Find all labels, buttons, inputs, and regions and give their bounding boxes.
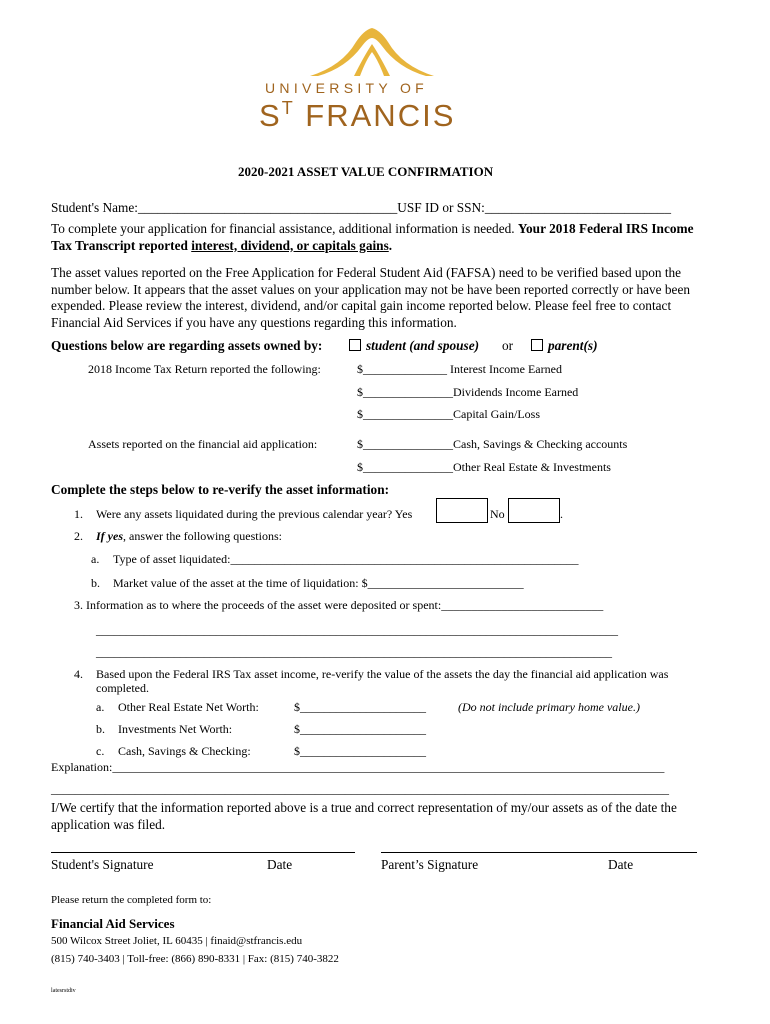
fafsa-paragraph: The asset values reported on the Free Application for Federal Student Aid (FAFSA) need to be verified based upon the number below. It appears that the asset values on your application may not be have been reported correctly or have been expended. Please review the interest, dividend, and/or capital gain income reported below. Please feel free to contact Financial Aid Services if you have any questions regarding this information.	[51, 265, 690, 330]
q1-text: Were any assets liquidated during the previous calendar year? Yes	[96, 507, 413, 521]
q4a-label: Other Real Estate Net Worth:	[118, 700, 259, 714]
owned-by-label: Questions below are regarding assets owned by:	[51, 338, 323, 353]
parent-signature-line[interactable]	[381, 852, 697, 853]
tax-return-label: 2018 Income Tax Return reported the following:	[88, 362, 321, 376]
q2-rest: , answer the following questions:	[123, 529, 282, 543]
q4-line-2: completed.	[96, 681, 149, 695]
q2b-number: b.	[91, 576, 100, 590]
q2a-number: a.	[91, 552, 100, 566]
steps-heading: Complete the steps below to re-verify the asset information:	[51, 482, 390, 497]
office-name: Financial Aid Services	[51, 916, 175, 931]
if-yes-text: If yes	[96, 529, 123, 543]
parent-signature-label: Parent’s Signature	[381, 857, 479, 872]
explanation-field[interactable]: Explanation:____________________________________________________________________________________________	[51, 760, 665, 774]
real-estate-net-worth-field[interactable]: $_____________________	[294, 700, 426, 714]
dividends-income-field[interactable]: $_______________Dividends Income Earned	[357, 385, 579, 399]
real-estate-field[interactable]: $_______________Other Real Estate & Investments	[357, 460, 611, 474]
certify-statement: I/We certify that the information reported above is a true and correct representation of my/our assets as of the date the application was filed.	[51, 800, 677, 832]
market-value-field[interactable]: Market value of the asset at the time of liquidation: $__________________________	[113, 576, 524, 590]
fa-app-label: Assets reported on the financial aid application:	[88, 437, 318, 451]
q2-number: 2.	[74, 529, 83, 543]
no-label: No	[490, 507, 505, 521]
proceeds-line-1[interactable]: _______________________________________________________________________________________	[96, 623, 618, 637]
q4b-label: Investments Net Worth:	[118, 722, 233, 736]
arch-icon	[302, 26, 452, 78]
q4c-number: c.	[96, 744, 105, 758]
student-checkbox[interactable]	[349, 339, 361, 351]
parent-option-label: parent(s)	[548, 338, 598, 353]
intro-underlined-text: interest, dividend, or capitals gains	[191, 237, 389, 253]
asset-type-field[interactable]: Type of asset liquidated:__________________________________________________________	[113, 552, 579, 566]
proceeds-field[interactable]: 3. Information as to where the proceeds of the asset were deposited or spent:___________________________	[74, 598, 604, 612]
explanation-line-2[interactable]: _______________________________________________________________________________________________________	[51, 782, 669, 796]
intro-bold-text: Your 2018 Federal IRS Income Tax Transcript reported	[51, 221, 694, 253]
intro-paragraph	[51, 221, 711, 254]
form-title: 2020-2021 ASSET VALUE CONFIRMATION	[238, 164, 494, 179]
intro-end: .	[388, 237, 393, 253]
yes-box[interactable]	[436, 498, 488, 523]
cash-savings-field[interactable]: $_______________Cash, Savings & Checking accounts	[357, 437, 628, 451]
investments-net-worth-field[interactable]: $_____________________	[294, 722, 426, 736]
student-date-label: Date	[267, 857, 293, 872]
or-label: or	[502, 338, 514, 353]
q1-number: 1.	[74, 507, 83, 521]
return-instructions: Please return the completed form to:	[51, 894, 212, 906]
office-address: 500 Wilcox Street Joliet, IL 60435 | finaid@stfrancis.edu	[51, 935, 303, 947]
footer-code: latesrstdiv	[51, 988, 76, 994]
student-signature-line[interactable]	[51, 852, 355, 853]
student-signature-label: Student's Signature	[51, 857, 154, 872]
q2-text	[96, 529, 282, 544]
parent-checkbox[interactable]	[531, 339, 543, 351]
q4-line-1: Based upon the Federal IRS Tax asset income, re-verify the value of the assets the day the financial aid application was	[96, 667, 669, 681]
proceeds-line-2[interactable]: ______________________________________________________________________________________	[96, 645, 612, 659]
student-name-usf-id-field[interactable]: Student's Name:_______________________________________USF ID or SSN:____________________________	[51, 200, 671, 215]
q1-end: .	[560, 507, 563, 521]
student-option-label: student (and spouse)	[366, 338, 480, 353]
logo-university-of: UNIVERSITY OF	[265, 80, 428, 96]
q4b-number: b.	[96, 722, 105, 736]
cash-savings-checking-field[interactable]: $_____________________	[294, 744, 426, 758]
interest-income-field[interactable]: $______________ Interest Income Earned	[357, 362, 562, 376]
capital-gain-field[interactable]: $_______________Capital Gain/Loss	[357, 407, 540, 421]
no-box[interactable]	[508, 498, 560, 523]
home-value-note: (Do not include primary home value.)	[458, 700, 640, 714]
q4-number: 4.	[74, 667, 83, 681]
parent-date-label: Date	[608, 857, 634, 872]
q4a-number: a.	[96, 700, 105, 714]
intro-text: To complete your application for financial assistance, additional information is needed.	[51, 221, 518, 236]
logo-st-francis: $S^T$ FRANCIS	[259, 98, 456, 133]
q4c-label: Cash, Savings & Checking:	[118, 744, 251, 758]
office-phones: (815) 740-3403 | Toll-free: (866) 890-8331 | Fax: (815) 740-3822	[51, 953, 339, 965]
